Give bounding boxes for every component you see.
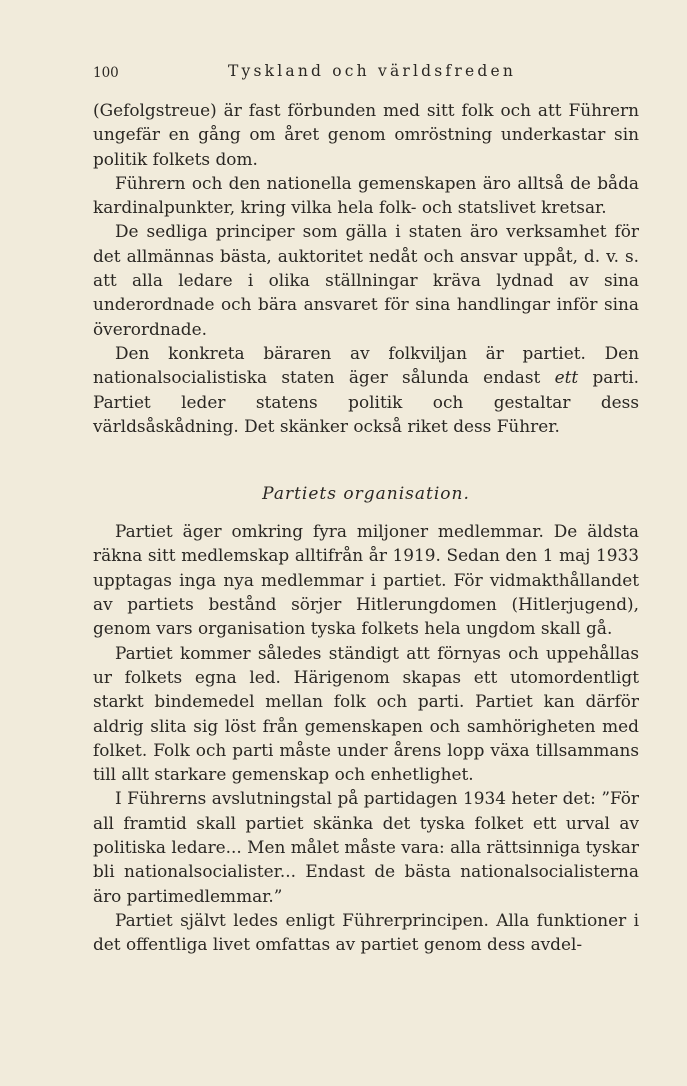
- emphasized-word: ett: [554, 367, 579, 388]
- body-text: [93, 98, 639, 957]
- paragraph: Partiet självt ledes enligt Führerprincipen. Alla funktioner i det offentliga livet omfattas av partiet genom dess avdel-: [93, 909, 639, 955]
- book-page: [93, 62, 639, 957]
- running-title: Tyskland och världsfreden: [228, 62, 517, 80]
- paragraph-party-role: [93, 341, 639, 438]
- paragraph-text: parti. Partiet leder statens politik och gestaltar dess världsåskådning. Det skänker också riket dess Führer.: [93, 367, 639, 436]
- paragraph: Partiet kommer således ständigt att förnyas och uppehållas ur folkets egna led. Härigenom skapas ett utomordentligt starkt bindemedel mellan folk och parti. Partiet kan därför aldrig slita sig löst från gemenskapen och samhörigheten med folket. Folk och parti måste under årens lopp växa tillsammans till allt starkare gemenskap och enhetlighet.: [93, 642, 639, 785]
- paragraph: Partiet äger omkring fyra miljoner medlemmar. De äldsta räkna sitt medlemskap alltifrån år 1919. Sedan den 1 maj 1933 upptagas inga nya medlemmar i partiet. För vidmakthållandet av partiets bestånd sörjer Hitlerungdomen (Hitlerjugend), genom vars organisation tyska folkets hela ungdom skall gå.: [93, 521, 639, 639]
- paragraph-continuation: (Gefolgstreue) är fast förbunden med sitt folk och att Führern ungefär en gång om året genom omröstning underkastar sin politik folkets dom.: [93, 100, 639, 169]
- paragraph: De sedliga principer som gälla i staten äro verksamhet för det allmännas bästa, auktoritet nedåt och ansvar uppåt, d. v. s. att alla ledare i olika ställningar kräva lydnad av sina underordnade och bära ansvaret för sina handlingar inför sina överordnade.: [93, 221, 639, 339]
- page-header: [93, 62, 639, 90]
- paragraph-quote: I Führerns avslutningstal på partidagen 1934 heter det: ”För all framtid skall partiet skänka det tyska folket ett urval av politiska ledare... Men målet måste vara: alla rättsinniga tyskar bli nationalsocialister... Endast de bästa nationalsocialisterna äro partimedlemmar.”: [93, 788, 639, 906]
- paragraph-text: Den konkreta bäraren av folkviljan är partiet. Den nationalsocialistiska staten äger sålunda endast: [93, 342, 639, 388]
- section-heading: Partiets organisation.: [262, 484, 470, 505]
- page-number: 100: [93, 65, 119, 81]
- paragraph: Führern och den nationella gemenskapen äro alltså de båda kardinalpunkter, kring vilka hela folk- och statslivet kretsar.: [93, 172, 639, 218]
